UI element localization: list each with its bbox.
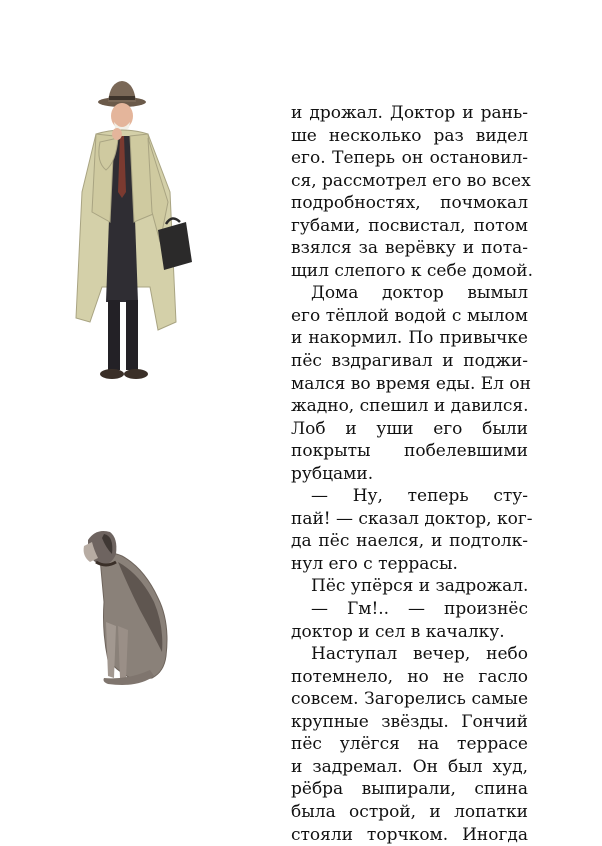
text-line: пёс улёгся на террасе bbox=[291, 733, 528, 756]
text-line: крупные звёзды. Гончий bbox=[291, 711, 528, 734]
text-line: и дрожал. Доктор и рань- bbox=[291, 102, 528, 125]
text-line: пай! — сказал доктор, ког- bbox=[291, 508, 528, 531]
text-line: и накормил. По привычке bbox=[291, 327, 528, 350]
text-line: щил слепого к себе домой. bbox=[291, 260, 528, 283]
story-text-column bbox=[291, 102, 528, 846]
text-line: жадно, спешил и давился. bbox=[291, 395, 528, 418]
text-line: рёбра выпирали, спина bbox=[291, 778, 528, 801]
text-line: мался во время еды. Ел он bbox=[291, 373, 528, 396]
text-line: совсем. Загорелись самые bbox=[291, 688, 528, 711]
text-line: потемнело, но не гасло bbox=[291, 666, 528, 689]
text-line: рубцами. bbox=[291, 463, 528, 486]
text-line: подробностях, почмокал bbox=[291, 192, 528, 215]
dog-illustration bbox=[78, 522, 190, 697]
text-line: его тёплой водой с мылом bbox=[291, 305, 528, 328]
text-line: стояли торчком. Иногда bbox=[291, 824, 528, 846]
text-line: Наступал вечер, небо bbox=[291, 643, 528, 666]
text-line: да пёс наелся, и подтолк- bbox=[291, 530, 528, 553]
doctor-illustration bbox=[72, 72, 202, 392]
text-line: покрыты побелевшими bbox=[291, 440, 528, 463]
text-line: Пёс упёрся и задрожал. bbox=[291, 575, 528, 598]
text-line: была острой, и лопатки bbox=[291, 801, 528, 824]
text-line: и задремал. Он был худ, bbox=[291, 756, 528, 779]
text-line: нул его с террасы. bbox=[291, 553, 528, 576]
text-line: губами, посвистал, потом bbox=[291, 215, 528, 238]
text-line: доктор и сел в качалку. bbox=[291, 621, 528, 644]
text-line: — Гм!.. — произнёс bbox=[291, 598, 528, 621]
text-line: — Ну, теперь сту- bbox=[291, 485, 528, 508]
text-line: пёс вздрагивал и поджи- bbox=[291, 350, 528, 373]
text-line: взялся за верёвку и пота- bbox=[291, 237, 528, 260]
text-line: ше несколько раз видел bbox=[291, 125, 528, 148]
text-line: его. Теперь он остановил- bbox=[291, 147, 528, 170]
text-line: Дома доктор вымыл bbox=[291, 282, 528, 305]
text-line: ся, рассмотрел его во всех bbox=[291, 170, 528, 193]
text-line: Лоб и уши его были bbox=[291, 418, 528, 441]
